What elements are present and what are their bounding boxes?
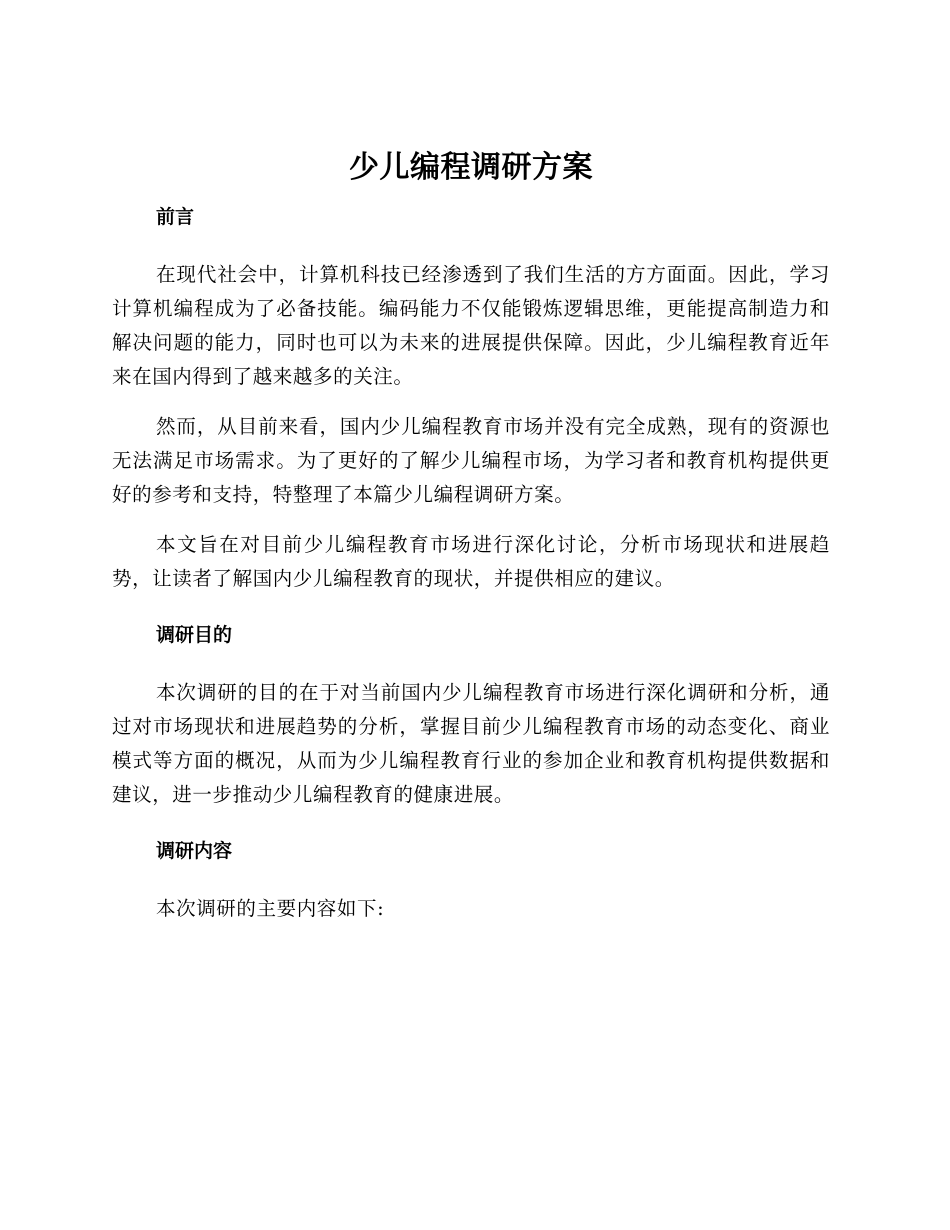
paragraph: 本文旨在对目前少儿编程教育市场进行深化讨论，分析市场现状和进展趋势，让读者了解国内少儿编程教育的现状，并提供相应的建议。 — [112, 533, 830, 590]
paragraph: 本次调研的目的在于对当前国内少儿编程教育市场进行深化调研和分析，通过对市场现状和进展趋势的分析，掌握目前少儿编程教育市场的动态变化、商业模式等方面的概况，从而为少儿编程教育行业的参加企业和教育机构提供数据和建议，进一步推动少儿编程教育的健康进展。 — [112, 681, 830, 806]
paragraph: 然而，从目前来看，国内少儿编程教育市场并没有完全成熟，现有的资源也无法满足市场需求。为了更好的了解少儿编程市场，为学习者和教育机构提供更好的参考和支持，特整理了本篇少儿编程调研方案。 — [112, 415, 830, 506]
section-heading-purpose: 调研目的 — [156, 624, 233, 646]
document-title: 少儿编程调研方案 — [349, 150, 593, 185]
section-heading-content: 调研内容 — [156, 840, 233, 862]
document-content — [112, 146, 830, 926]
paragraph: 在现代社会中，计算机科技已经渗透到了我们生活的方方面面。因此，学习计算机编程成为了必备技能。编码能力不仅能锻炼逻辑思维，更能提高制造力和解决问题的能力，同时也可以为未来的进展提供保障。因此，少儿编程教育近年来在国内得到了越来越多的关注。 — [112, 263, 830, 388]
paragraph: 本次调研的主要内容如下: — [156, 897, 385, 920]
section-heading-preface: 前言 — [156, 206, 195, 228]
